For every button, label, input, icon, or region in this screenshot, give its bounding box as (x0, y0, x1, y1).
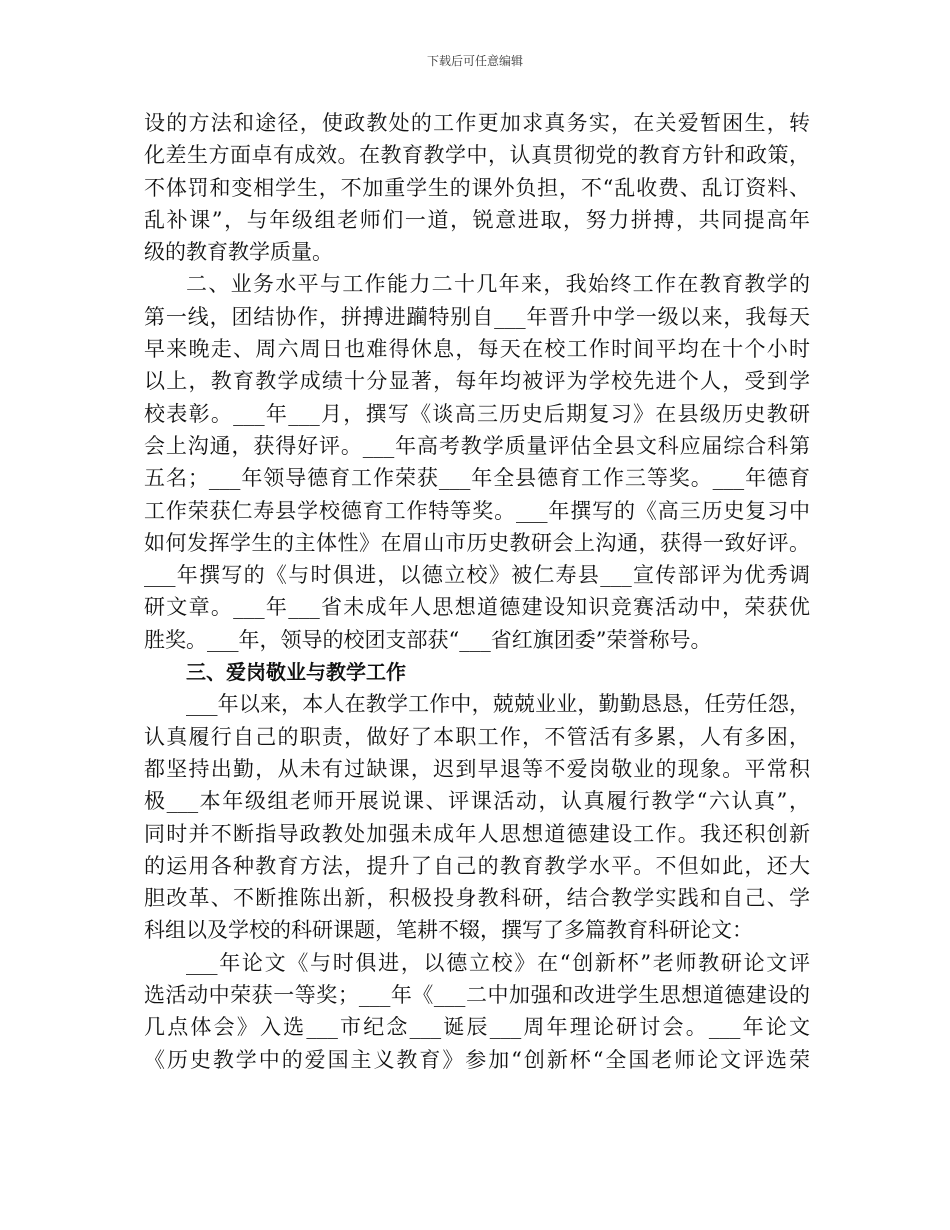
text-line: ___年撰写的《与时俱进，以德立校》被仁寿县___宣传部评为优秀调 (144, 563, 810, 588)
text-line: 的运用各种教育方法，提升了自己的教育教学水平。不但如此，还大 (144, 853, 810, 878)
text-line: 胜奖。___年，领导的校团支部获“___省红旗团委”荣誉称号。 (144, 627, 712, 652)
text-line: 五名；___年领导德育工作荣获___年全县德育工作三等奖。___年德育 (144, 466, 810, 491)
page-header: 下载后可任意编辑 (426, 54, 523, 68)
text-line: 第一线，团结协作，拼搏进躏特别自___年晋升中学一级以来，我每天 (144, 304, 810, 329)
text-line: 几点体会》入选___市纪念___诞辰___周年理论研讨会。___年论文 (144, 1015, 810, 1040)
text-line: 级的教育教学质量。 (144, 240, 333, 265)
text-line: 工作荣获仁寿县学校德育工作特等奖。___年撰写的《高三历史复习中 (144, 498, 810, 523)
section-heading: 三、爱岗敬业与教学工作 (186, 660, 406, 685)
text-line: 科组以及学校的科研课题，笔耕不辍，撰写了多篇教育科研论文： (144, 918, 753, 943)
text-line: 校表彰。___年___月，撰写《谈高三历史后期复习》在县级历史教研 (144, 401, 810, 426)
document-body (144, 107, 810, 1076)
text-line: 乱补课”，与年级组老师们一道，锐意进取，努力拼搏，共同提高年 (144, 207, 810, 232)
text-line: 化差生方面卓有成效。在教育教学中，认真贯彻党的教育方针和政策， (144, 143, 810, 168)
text-line: ___年以来，本人在教学工作中，兢兢业业，勤勤恳恳，任劳任怨， (186, 692, 810, 717)
text-line: 如何发挥学生的主体性》在眉山市历史教研会上沟通，获得一致好评。 (144, 530, 810, 555)
text-line: 同时并不断指导政教处加强未成年人思想道德建设工作。我还积创新 (144, 821, 810, 846)
text-line: 《历史教学中的爱国主义教育》参加“创新杯“全国老师论文评选荣 (144, 1047, 810, 1072)
text-line: 不体罚和变相学生，不加重学生的课外负担，不“乱收费、乱订资料、 (144, 175, 810, 200)
text-line: 选活动中荣获一等奖；___年《___二中加强和改进学生思想道德建设的 (144, 983, 810, 1008)
text-line: 以上，教育教学成绩十分显著，每年均被评为学校先进个人，受到学 (144, 369, 810, 394)
text-line: 会上沟通，获得好评。___年高考教学质量评估全县文科应届综合科第 (144, 433, 810, 458)
text-line: 研文章。___年___省未成年人思想道德建设知识竞赛活动中，荣获优 (144, 595, 810, 620)
text-line: 认真履行自己的职责，做好了本职工作，不管活有多累，人有多困， (144, 724, 810, 749)
text-line: 胆改革、不断推陈出新，积极投身教科研，结合教学实践和自己、学 (144, 886, 810, 911)
text-line: 二、业务水平与工作能力二十几年来，我始终工作在教育教学的 (186, 272, 810, 297)
text-line: 极___本年级组老师开展说课、评课活动，认真履行教学“六认真”， (144, 789, 810, 814)
text-line: ___年论文《与时俱进，以德立校》在“创新杯”老师教研论文评 (186, 950, 810, 975)
text-line: 早来晚走、周六周日也难得休息，每天在校工作时间平均在十个小时 (144, 337, 810, 362)
text-line: 设的方法和途径，使政教处的工作更加求真务实，在关爱暂困生，转 (144, 111, 810, 135)
text-line: 都坚持出勤，从未有过缺课，迟到早退等不爱岗敬业的现象。平常积 (144, 756, 810, 781)
